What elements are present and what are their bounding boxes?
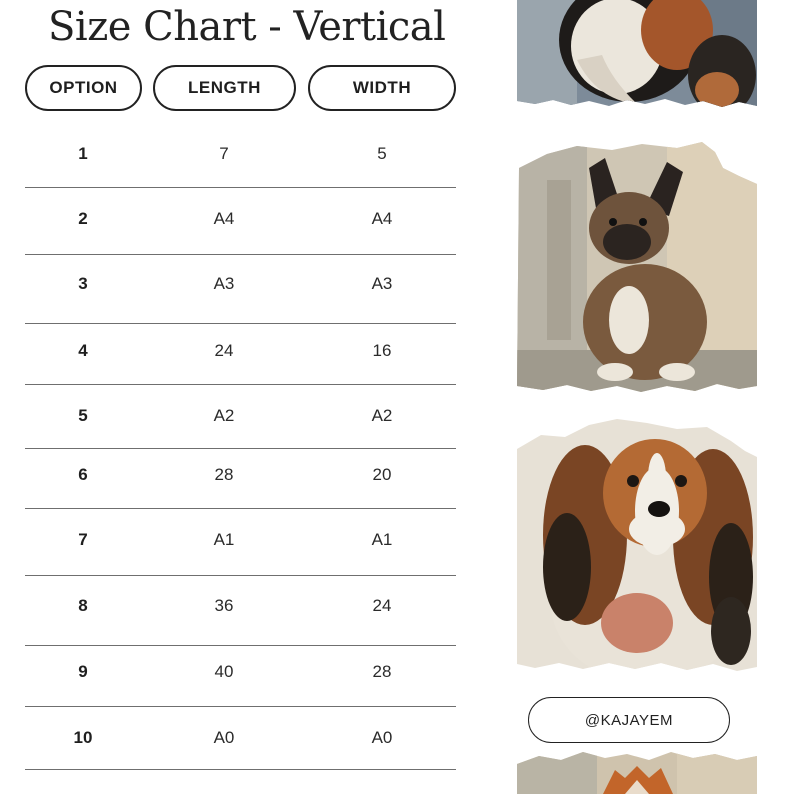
- width-cell: 20: [372, 465, 392, 484]
- width-cell: 5: [377, 144, 387, 163]
- row-divider: [25, 187, 456, 188]
- width-cell: 28: [372, 662, 392, 681]
- length-cell: A4: [213, 209, 235, 228]
- option-cell: 4: [78, 341, 88, 360]
- row-divider: [25, 706, 456, 707]
- row-divider: [25, 575, 456, 576]
- width-cell: 16: [372, 341, 392, 360]
- dog-painting-top: [517, 0, 757, 112]
- option-cell: 7: [78, 530, 88, 549]
- option-cell: 9: [78, 662, 88, 681]
- width-cell: A1: [371, 530, 393, 549]
- length-cell: A0: [213, 728, 235, 747]
- row-divider: [25, 448, 456, 449]
- table-row: [0, 204, 470, 234]
- row-divider: [25, 254, 456, 255]
- option-cell: 8: [78, 596, 88, 615]
- table-row: [0, 657, 470, 687]
- table-row: [0, 591, 470, 621]
- table-row: [0, 525, 470, 555]
- length-cell: A3: [213, 274, 235, 293]
- spaniel-painting: [517, 417, 757, 675]
- length-cell: 7: [219, 144, 229, 163]
- length-header: LENGTH: [153, 65, 296, 111]
- option-cell: 2: [78, 209, 88, 228]
- row-divider: [25, 384, 456, 385]
- length-cell: 36: [214, 596, 234, 615]
- table-row: [0, 401, 470, 431]
- length-cell: 24: [214, 341, 234, 360]
- width-cell: A0: [371, 728, 393, 747]
- option-cell: 5: [78, 406, 88, 425]
- social-handle: @KAJAYEM: [528, 697, 730, 743]
- length-cell: 40: [214, 662, 234, 681]
- option-header: OPTION: [25, 65, 142, 111]
- dog-painting-bottom: [517, 750, 757, 794]
- french-bulldog-painting: [517, 140, 757, 395]
- width-cell: 24: [372, 596, 392, 615]
- row-divider: [25, 508, 456, 509]
- row-divider: [25, 645, 456, 646]
- length-cell: A2: [213, 406, 235, 425]
- option-cell: 10: [73, 728, 93, 747]
- option-cell: 3: [78, 274, 88, 293]
- table-row: [0, 269, 470, 299]
- row-divider: [25, 323, 456, 324]
- table-row: [0, 139, 470, 169]
- length-cell: 28: [214, 465, 234, 484]
- length-cell: A1: [213, 530, 235, 549]
- width-cell: A3: [371, 274, 393, 293]
- option-cell: 6: [78, 465, 88, 484]
- row-divider: [25, 769, 456, 770]
- table-row: [0, 336, 470, 366]
- width-cell: A2: [371, 406, 393, 425]
- width-header: WIDTH: [308, 65, 456, 111]
- option-cell: 1: [78, 144, 88, 163]
- table-row: [0, 460, 470, 490]
- page-title: Size Chart - Vertical: [48, 4, 446, 50]
- width-cell: A4: [371, 209, 393, 228]
- table-row: [0, 723, 470, 753]
